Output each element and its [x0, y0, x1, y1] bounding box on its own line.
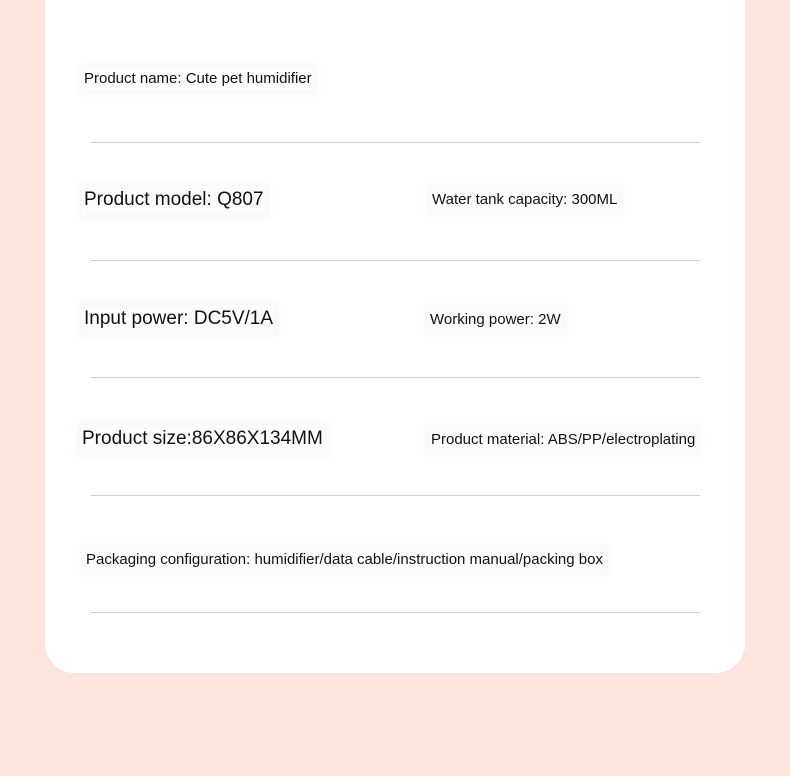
product-material-text: Product material: ABS/PP/electroplating: [429, 428, 697, 452]
divider-3: [91, 377, 700, 378]
divider-5: [91, 612, 700, 613]
divider-2: [91, 260, 700, 261]
spec-card: [45, 0, 745, 673]
product-model-text: Product model: Q807: [82, 186, 266, 215]
product-size-text: Product size:86X86X134MM: [80, 425, 325, 454]
packaging-configuration-text: Packaging configuration: humidifier/data cable/instruction manual/packing box: [84, 548, 605, 572]
working-power-text: Working power: 2W: [428, 308, 563, 332]
product-name-text: Product name: Cute pet humidifier: [82, 67, 314, 91]
divider-1: [91, 142, 700, 143]
divider-4: [91, 495, 700, 496]
input-power-text: Input power: DC5V/1A: [82, 305, 275, 334]
water-tank-capacity-text: Water tank capacity: 300ML: [430, 188, 619, 212]
